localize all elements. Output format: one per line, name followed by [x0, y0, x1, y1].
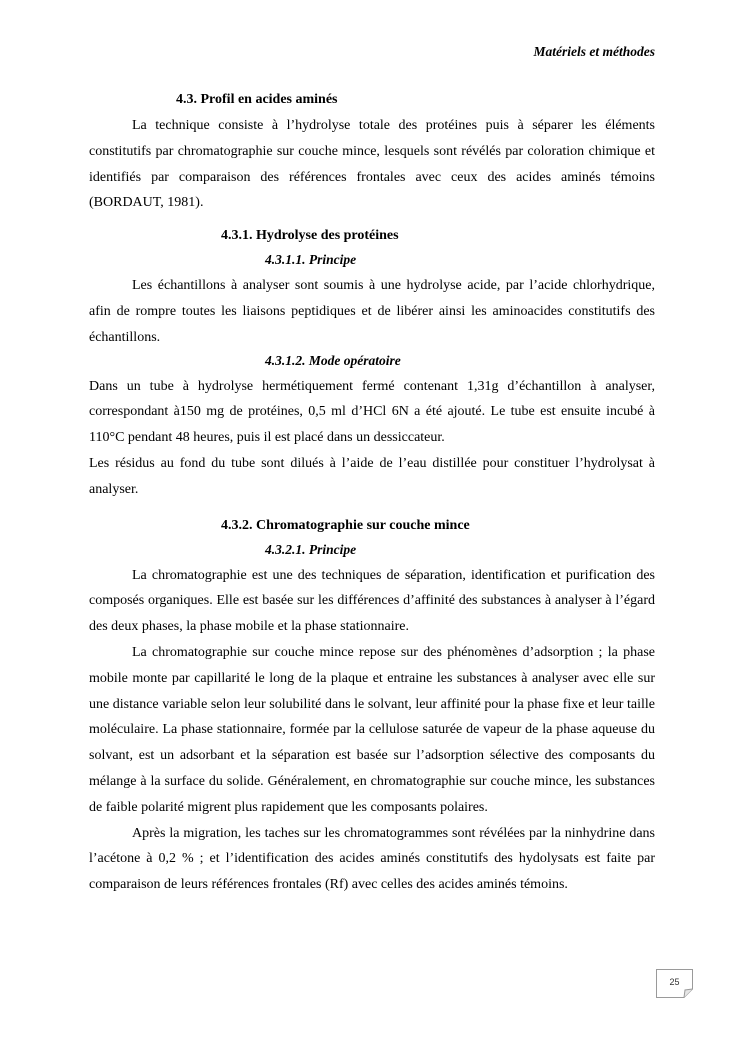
chromatographie-paragraph-1: La chromatographie est une des techniques de séparation, identification et purification des composés organiques. Elle est basée sur les différences d’affinité des substances à analyser à l’égard des deux phases, la phase mobile et la phase stationnaire. — [89, 567, 655, 635]
section-4-3-intro-paragraph: La technique consiste à l’hydrolyse totale des protéines puis à séparer les éléments constitutifs par chromatographie sur couche mince, lesquels sont révélés par coloration chimique et identifiés par comparaison des références frontales avec ceux des acides aminés témoins (BORDAUT, 1981). — [89, 118, 655, 211]
page-number-box — [656, 969, 693, 997]
mode-operatoire-paragraph-2: Les résidus au fond du tube sont dilués à l’aide de l’eau distillée pour constituer l’hydrolysat à analyser. — [89, 455, 655, 497]
section-heading-4-3-1-1: 4.3.1.1. Principe — [265, 252, 357, 268]
section-heading-4-3-2: 4.3.2. Chromatographie sur couche mince — [221, 517, 470, 533]
section-heading-4-3-1: 4.3.1. Hydrolyse des protéines — [221, 228, 399, 244]
section-heading-4-3: 4.3. Profil en acides aminés — [176, 92, 338, 107]
chromatographie-paragraph-3: Après la migration, les taches sur les chromatogrammes sont révélées par la ninhydrine dans l’acétone à 0,2 % ; et l’identification des acides aminés constitutifs des hydolysats est faite par comparaison de leurs références frontales (Rf) avec celles des acides aminés témoins. — [89, 825, 655, 893]
mode-operatoire-paragraph-1: Dans un tube à hydrolyse hermétiquement fermé contenant 1,31g d’échantillon à analyser, correspondant à150 mg de protéines, 0,5 ml d’HCl 6N a été ajouté. Le tube est ensuite incubé à 110°C pendant 48 heures, puis il est placé dans un dessiccateur. — [89, 378, 655, 446]
running-header: Matériels et méthodes — [533, 44, 655, 59]
page-number: 25 — [669, 977, 680, 987]
chromatographie-paragraph-2: La chromatographie sur couche mince repose sur des phénomènes d’adsorption ; la phase mobile monte par capillarité le long de la plaque et entraine les substances à analyser avec elle sur une distance variable selon leur solubilité dans le solvant, leur affinité pour la phase fixe et leur taille moléculaire. La phase stationnaire, formée par la cellulose saturée de vapeur de la phase aqueuse du solvant, est un adsorbant et la séparation est basée sur l’adsorption sélective des composants du mélange à la surface du solide. Généralement, en chromatographie sur couche mince, les substances de faible polarité migrent plus rapidement que les composants polaires. — [89, 644, 655, 815]
page-body — [89, 90, 655, 898]
section-heading-4-3-2-1: 4.3.2.1. Principe — [265, 541, 357, 557]
principe-hydrolyse-paragraph: Les échantillons à analyser sont soumis à une hydrolyse acide, par l’acide chlorhydrique, afin de rompre toutes les liaisons peptidiques et de libérer ainsi les aminoacides constitutifs des échantillons. — [89, 278, 655, 345]
section-heading-4-3-1-2: 4.3.1.2. Mode opératoire — [265, 352, 401, 368]
